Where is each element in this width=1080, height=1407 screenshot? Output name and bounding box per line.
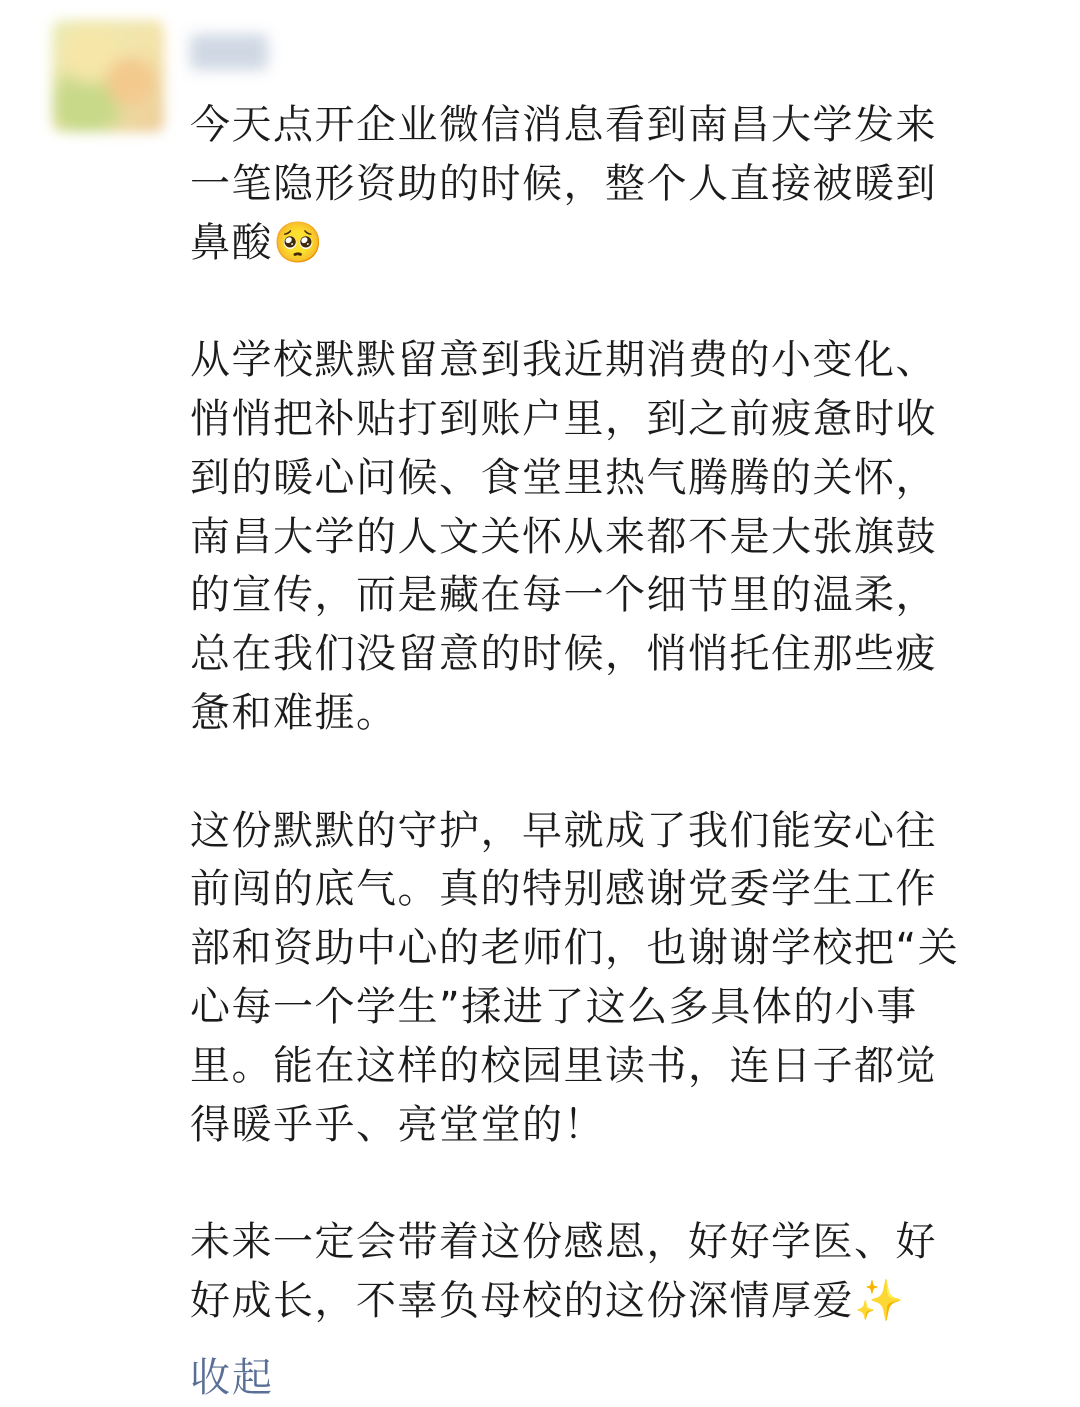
post-content bbox=[190, 96, 1040, 1331]
post-paragraph-3: 这份默默的守护，早就成了我们能安心往 前闯的底气。真的特别感谢党委学生工作 部和资助中心的老师们，也谢谢学校把“关 心每一个学生”揉进了这么多具体的小事 里。能在这样的校园里读书，连日子都觉 得暖乎乎、亮堂堂的！ bbox=[190, 807, 960, 1148]
username-blurred[interactable] bbox=[190, 34, 268, 70]
collapse-link[interactable]: 收起 bbox=[190, 1355, 274, 1401]
post-paragraph-1: 今天点开企业微信消息看到南昌大学发来 一笔隐形资助的时候，整个人直接被暖到 鼻酸🥺 bbox=[190, 102, 937, 266]
post-paragraph-2: 从学校默默留意到我近期消费的小变化、 悄悄把补贴打到账户里，到之前疲惫时收 到的暖心问候、食堂里热气腾腾的关怀， 南昌大学的人文关怀从来都不是大张旗鼓 的宣传，而是藏在每一个细节里的温柔， 总在我们没留意的时候，悄悄托住那些疲 惫和难捱。 bbox=[190, 337, 937, 736]
avatar[interactable] bbox=[52, 20, 164, 132]
post-paragraph-4: 未来一定会带着这份感恩，好好学医、好 好成长，不辜负母校的这份深情厚爱✨ bbox=[190, 1219, 937, 1324]
